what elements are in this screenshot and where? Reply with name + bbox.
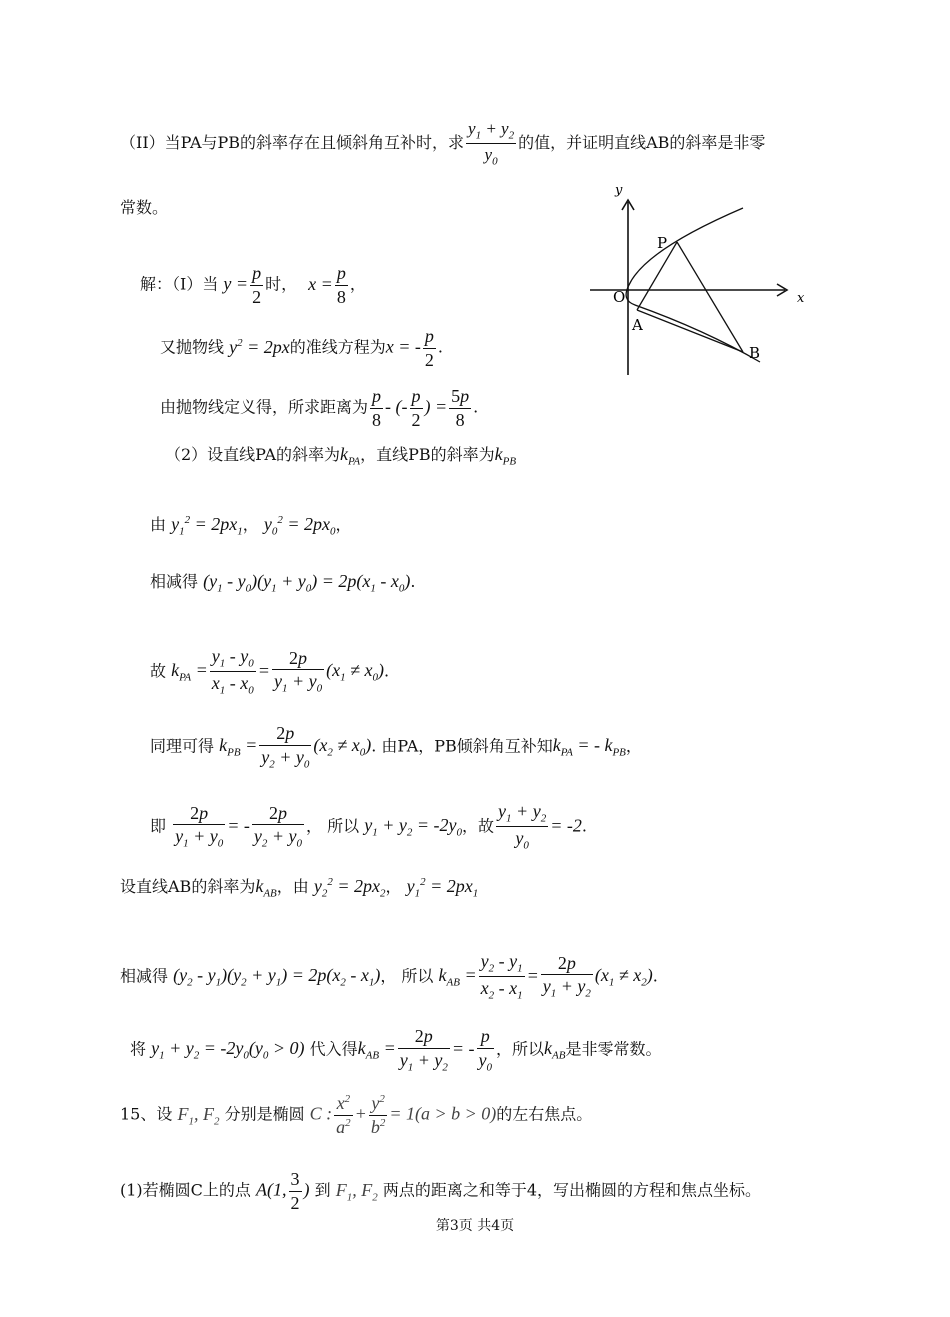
label-p: P — [657, 234, 668, 252]
from-text: 由 — [150, 515, 167, 534]
substitute-text-b: 代入得 — [309, 1039, 358, 1059]
ab-slope-line: 设直线AB的斜率为$k_{AB}$，由 $y_2^2 = 2px_2$， $y_1^2 = 2px_1$ — [120, 876, 479, 900]
ab-slope-text-b: ，由 — [276, 877, 309, 896]
ie-line: 即 $\frac{2p}{y_1 + y_0}$ = - $\frac{2p}{y_2 + y_0}$ ， 所以 $y_1 + y_2 = -2y_0$，故 $\frac{y_1 + y_2}{y_0}$ = -2. — [150, 801, 587, 852]
by-pa-pb-text: 由PA，PB倾斜角互补知 — [381, 736, 553, 756]
distance-line: 由抛物线定义得，所求距离为 $\frac{p}{8}$ - (- $\frac{p}{2}$ ) = $\frac{5p}{8}$ . — [160, 386, 479, 430]
step2-text-b: ，直线PB的斜率为 — [360, 445, 495, 464]
fraction-y1y2-over-y0: $\frac{y_1 + y_2}{y_0}$ — [468, 119, 515, 168]
subtract-line: 相减得 $(y_1 - y_0)(y_1 + y_0) = 2p(x_1 - x_0)$. — [150, 571, 416, 595]
directrix-text-a: 又抛物线 — [160, 337, 225, 357]
substitute-text-d: 是非零常数。 — [565, 1039, 662, 1059]
segment-pa — [637, 242, 677, 310]
so3-text: 所以 — [401, 966, 434, 986]
kpa-line: 故 $k_{PA}$ = $\frac{y_1 - y_0}{x_1 - x_0}$ = $\frac{2p}{y_1 + y_0}$ $(x_1 \ne x_0)$. — [150, 646, 390, 697]
label-y: y — [615, 183, 623, 198]
label-o: O — [613, 288, 626, 306]
substitute-text-a: 将 — [130, 1039, 147, 1059]
q15-text-b: 分别是椭圆 — [224, 1104, 305, 1124]
q15-1-text-b: 到 — [314, 1180, 331, 1200]
question-15-line: 15、设 $F_1$, $F_2$ 分别是椭圆 C : $\frac{x^2}{a^2}$ + $\frac{y^2}{b^2}$ = 1(a > b > 0)的左右焦点。 — [120, 1093, 593, 1137]
q15-1-text-a: (1)若椭圆C上的点 — [120, 1180, 251, 1200]
question-2-line-2 — [120, 200, 168, 216]
therefore-text: 故 — [150, 661, 167, 681]
similarly-text: 同理可得 — [150, 736, 215, 756]
ie-text: 即 — [150, 816, 167, 836]
page-footer: 第3页 共4页 — [435, 1218, 515, 1234]
solution-1-line: 解：（I）当 y = $\frac{p}{2}$ 时， x = $\frac{p}{8}$ ， — [140, 263, 366, 307]
question-2-line — [120, 118, 765, 169]
q15-text-a: 15、设 — [120, 1104, 173, 1124]
substitute-text-c: ，所以 — [496, 1039, 545, 1059]
ab-slope-text-a: 设直线AB的斜率为 — [120, 877, 256, 896]
so2-text: 故 — [478, 816, 495, 836]
q15-text-c: 的左右焦点。 — [496, 1104, 593, 1124]
kpb-line: 同理可得 $k_{PB}$ = $\frac{2p}{y_2 + y_0}$ $(x_2 \ne x_0)$. 由PA，PB倾斜角互补知$k_{PA}$ = - $k_{PB}$， — [150, 723, 642, 771]
q2-text-b: 的值，并证明直线AB的斜率是非零 — [518, 133, 766, 153]
sol-when: 时， — [265, 274, 298, 294]
subtract-text: 相减得 — [150, 572, 199, 591]
subtract2-text: 相减得 — [120, 966, 169, 986]
q2-text-c: 常数。 — [120, 198, 169, 217]
label-b: B — [749, 344, 761, 362]
q2-text-a: （II）当PA与PB的斜率存在且倾斜角互补时，求 — [120, 133, 465, 153]
distance-text: 由抛物线定义得，所求距离为 — [160, 397, 369, 417]
so-text: 所以 — [327, 816, 360, 836]
sol-label: 解：（I）当 — [140, 274, 219, 294]
subtract2-line: 相减得 $(y_2 - y_1)(y_2 + y_1) = 2p(x_2 - x_1)$， 所以 $k_{AB}$ = $\frac{y_2 - y_1}{x_2 - x_1}$ = $\frac{2p}{y_1 + y_2}$ $(x_1 \ne x_2)$. — [120, 951, 658, 1002]
segment-ab — [637, 310, 743, 352]
directrix-text-b: 的准线方程为 — [289, 337, 386, 357]
parabola-figure — [585, 180, 815, 380]
substitute-line: 将 $y_1 + y_2 = -2y_0(y_0 > 0)$ 代入得$k_{AB}$ = $\frac{2p}{y_1 + y_2}$ = - $\frac{p}{y_0}$ ，所以$k_{AB}$是非零常数。 — [130, 1026, 662, 1074]
label-x: x — [797, 291, 805, 306]
label-a: A — [632, 316, 643, 334]
parabola-curve — [626, 208, 760, 362]
directrix-line: 又抛物线 $y^2 = 2px$的准线方程为x = - $\frac{p}{2}$ . — [160, 326, 443, 370]
from-equations-line: 由 $y_1^2 = 2px_1$， $y_0^2 = 2px_0$， — [150, 514, 352, 538]
step-2-line: （2）设直线PA的斜率为$k_{PA}$，直线PB的斜率为$k_{PB}$ — [165, 444, 517, 468]
question-15-part-1: (1)若椭圆C上的点 A(1, $\frac{3}{2}$ ) 到 $F_1$, $F_2$ 两点的距离之和等于4，写出椭圆的方程和焦点坐标。 — [120, 1169, 761, 1213]
step2-text-a: （2）设直线PA的斜率为 — [165, 445, 341, 464]
q15-1-text-c: 两点的距离之和等于4，写出椭圆的方程和焦点坐标。 — [382, 1180, 761, 1200]
